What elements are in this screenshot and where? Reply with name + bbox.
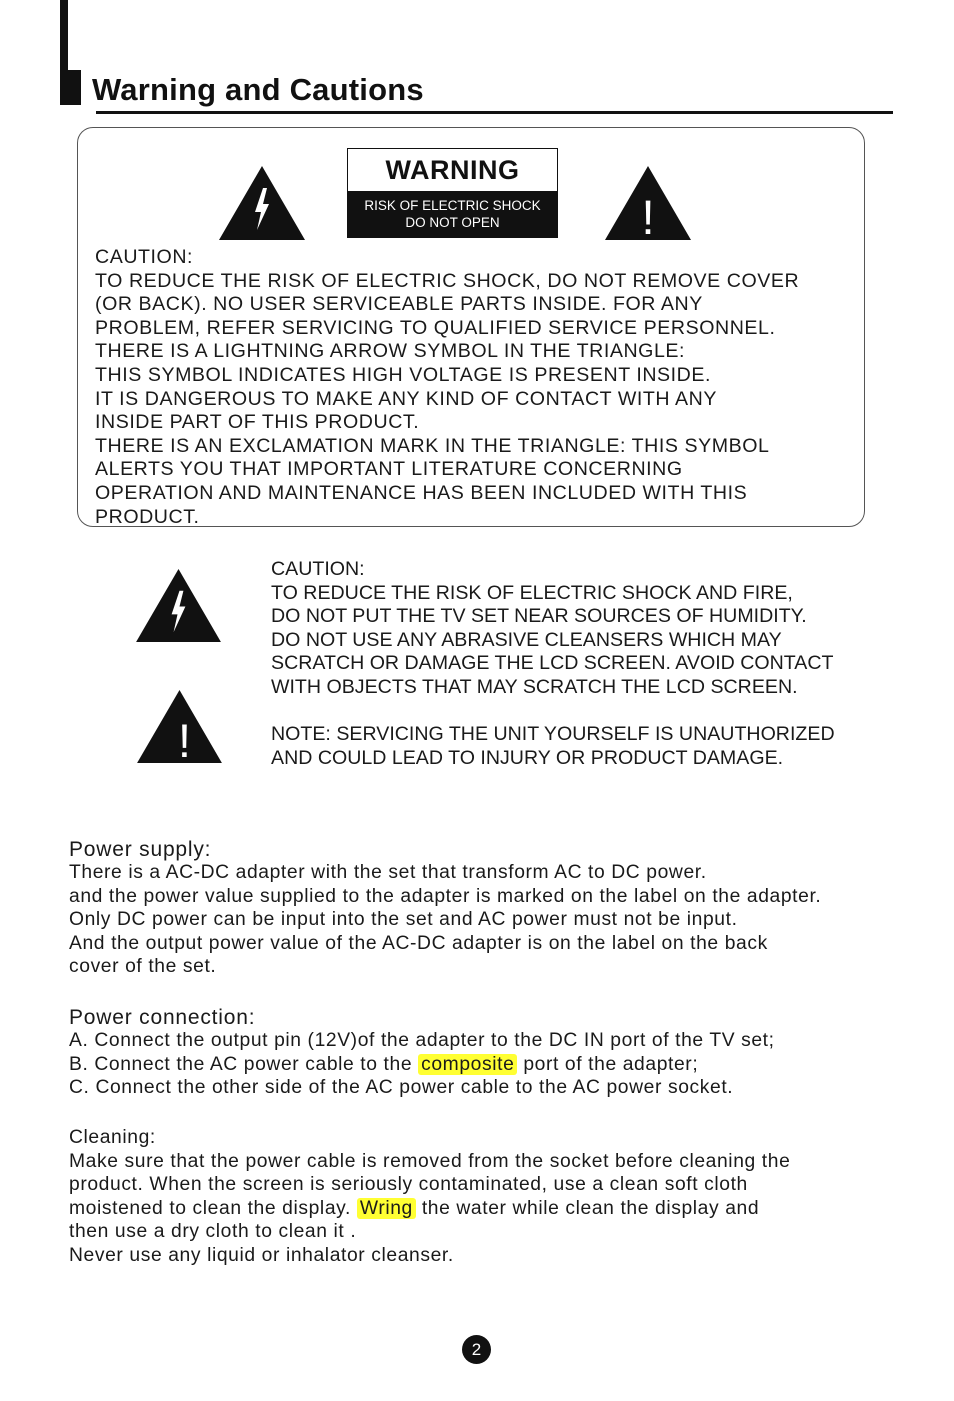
power-supply-line: There is a AC-DC adapter with the set that transform AC to DC power. <box>69 862 707 883</box>
cleaning-section <box>69 1126 919 1267</box>
lightning-triangle-icon <box>219 166 305 240</box>
caution-box-line: CAUTION: <box>95 246 194 268</box>
caution-box-line: THIS SYMBOL INDICATES HIGH VOLTAGE IS PRESENT INSIDE. <box>95 363 711 386</box>
note-line: AND COULD LEAD TO INJURY OR PRODUCT DAMAGE. <box>271 746 784 769</box>
power-connection-step-b <box>69 1053 919 1077</box>
warning-label-heading: WARNING <box>385 154 520 185</box>
exclamation-mark: ! <box>177 715 192 763</box>
warning-label-line-2: DO NOT OPEN <box>405 215 500 230</box>
highlighted-word: composite <box>418 1054 517 1075</box>
caution-two-line: DO NOT PUT THE TV SET NEAR SOURCES OF HUMIDITY. <box>271 605 807 628</box>
caution-box-line: THERE IS A LIGHTNING ARROW SYMBOL IN THE TRIANGLE: <box>95 340 686 363</box>
caution-box-line: (OR BACK). NO USER SERVICEABLE PARTS INSIDE. FOR ANY <box>95 293 703 316</box>
power-connection-step-c: C. Connect the other side of the AC power cable to the AC power socket. <box>69 1077 734 1098</box>
power-supply-line: and the power value supplied to the adapter is marked on the label on the adapter. <box>69 885 822 907</box>
power-supply-line: cover of the set. <box>69 956 217 977</box>
warning-label-line-1: RISK OF ELECTRIC SHOCK <box>364 198 541 213</box>
caution-box-line: OPERATION AND MAINTENANCE HAS BEEN INCLUDED WITH THIS <box>95 481 748 504</box>
caution-two-line: CAUTION: <box>271 558 365 580</box>
warning-label <box>347 148 558 238</box>
caution-box-line: ALERTS YOU THAT IMPORTANT LITERATURE CONCERNING <box>95 458 683 481</box>
caution-box-line: INSIDE PART OF THIS PRODUCT. <box>95 411 420 434</box>
power-supply-section <box>69 837 919 979</box>
cleaning-text-end: the water while clean the display and <box>415 1197 760 1219</box>
cleaning-heading: Cleaning: <box>69 1127 156 1148</box>
exclamation-triangle-icon <box>137 690 222 763</box>
exclamation-mark: ! <box>641 192 655 240</box>
cleaning-line <box>69 1197 919 1221</box>
caution-two-line: WITH OBJECTS THAT MAY SCRATCH THE LCD SCREEN. <box>271 675 798 698</box>
caution-two-line: SCRATCH OR DAMAGE THE LCD SCREEN. AVOID CONTACT <box>271 652 834 675</box>
caution-box-line: PROBLEM, REFER SERVICING TO QUALIFIED SERVICE PERSONNEL. <box>95 316 776 339</box>
highlighted-word: Wring <box>357 1198 416 1219</box>
exclamation-triangle-icon <box>605 166 691 240</box>
cleaning-line: Never use any liquid or inhalator cleanser. <box>69 1244 454 1266</box>
caution-box-text <box>95 246 875 529</box>
step-b-text: B. Connect the AC power cable to the <box>69 1053 419 1075</box>
power-supply-line: Only DC power can be input into the set and AC power must not be input. <box>69 909 738 930</box>
caution-box-line: THERE IS AN EXCLAMATION MARK IN THE TRIANGLE: THIS SYMBOL <box>95 434 770 457</box>
page-number-badge: 2 <box>462 1335 491 1364</box>
warning-label-body <box>348 191 557 237</box>
header-marker-block <box>60 70 81 105</box>
step-b-text-end: port of the adapter; <box>517 1053 699 1075</box>
power-connection-heading: Power connection: <box>69 1006 256 1029</box>
page-title: Warning and Cautions <box>92 72 424 107</box>
caution-box-line: PRODUCT. <box>95 505 200 528</box>
power-connection-step-a: A. Connect the output pin (12V)of the adapter to the DC IN port of the TV set; <box>69 1030 775 1051</box>
cleaning-line: product. When the screen is seriously contaminated, use a clean soft cloth <box>69 1174 748 1195</box>
title-underline <box>96 111 893 114</box>
cleaning-text: moistened to clean the display. <box>69 1197 357 1219</box>
caution-two-line: TO REDUCE THE RISK OF ELECTRIC SHOCK AND FIRE, <box>271 581 793 604</box>
power-supply-line: And the output power value of the AC-DC adapter is on the label on the back <box>69 932 768 954</box>
cleaning-line: Make sure that the power cable is removed from the socket before cleaning the <box>69 1150 791 1172</box>
power-connection-section <box>69 1005 919 1100</box>
caution-box-line: TO REDUCE THE RISK OF ELECTRIC SHOCK, DO NOT REMOVE COVER <box>95 269 800 292</box>
caution-two-line: DO NOT USE ANY ABRASIVE CLEANSERS WHICH MAY <box>271 628 782 651</box>
lightning-triangle-icon <box>136 569 221 642</box>
power-supply-heading: Power supply: <box>69 838 212 861</box>
caution-two <box>271 558 911 770</box>
note-line: NOTE: SERVICING THE UNIT YOURSELF IS UNAUTHORIZED <box>271 723 835 746</box>
cleaning-line: then use a dry cloth to clean it . <box>69 1221 357 1242</box>
caution-box-line: IT IS DANGEROUS TO MAKE ANY KIND OF CONTACT WITH ANY <box>95 387 717 410</box>
